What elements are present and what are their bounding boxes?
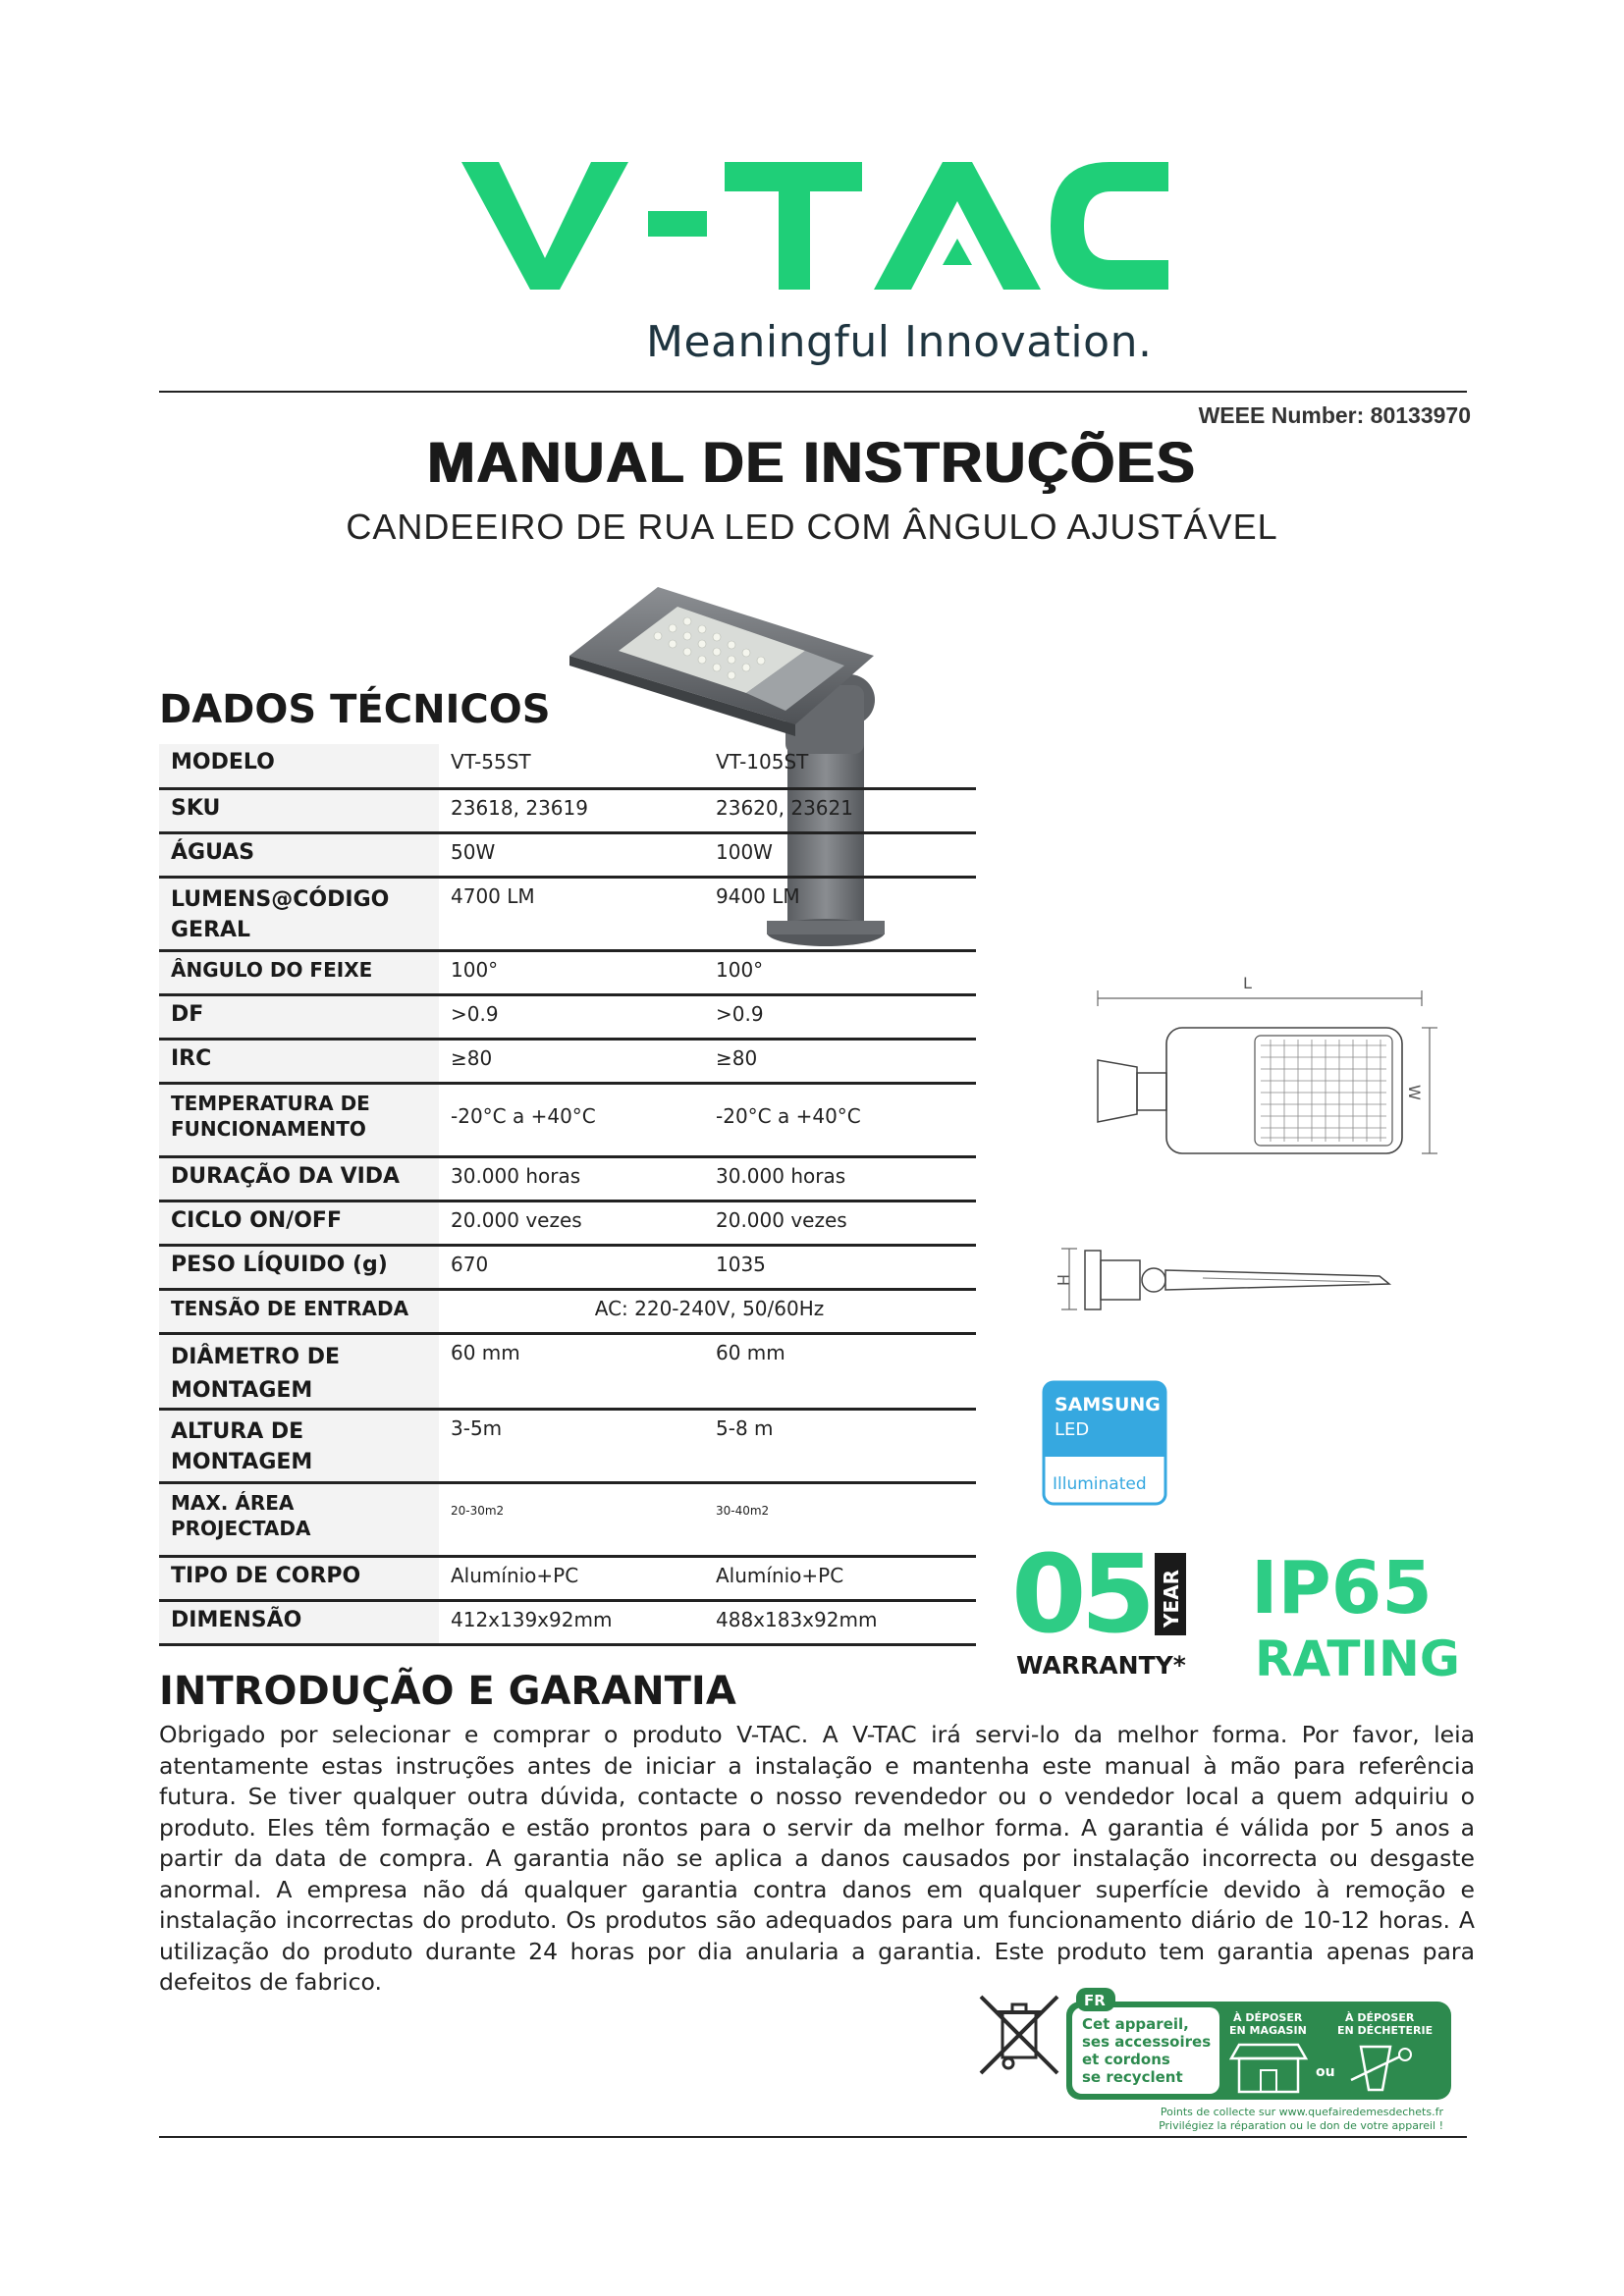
spec-value-model-2: 30-40m2 bbox=[704, 1482, 976, 1556]
warranty-number: 05 bbox=[1011, 1531, 1151, 1657]
spec-label: DIÂMETRO DE MONTAGEM bbox=[159, 1333, 439, 1409]
footer-divider bbox=[159, 2136, 1467, 2138]
spec-value-model-1: -20°C a +40°C bbox=[439, 1083, 704, 1156]
spec-value-model-1: 3-5m bbox=[439, 1409, 704, 1482]
spec-value-model-2: 9400 LM bbox=[704, 877, 976, 950]
spec-value-model-2: 30.000 horas bbox=[704, 1156, 976, 1201]
triman-footer bbox=[1110, 2106, 1443, 2133]
table-row bbox=[159, 1039, 976, 1083]
spec-label: TENSÃO DE ENTRADA bbox=[159, 1289, 439, 1333]
spec-value-model-2: Alumínio+PC bbox=[704, 1556, 976, 1600]
specs-heading: DADOS TÉCNICOS bbox=[159, 687, 551, 732]
triman-text-4: se recyclent bbox=[1082, 2068, 1183, 2086]
spec-value-model-1: 20.000 vezes bbox=[439, 1201, 704, 1245]
spec-value-model-2: 1035 bbox=[704, 1245, 976, 1289]
spec-value-model-2: -20°C a +40°C bbox=[704, 1083, 976, 1156]
table-row bbox=[159, 1556, 976, 1600]
spec-label: TEMPERATURA DE FUNCIONAMENTO bbox=[159, 1083, 439, 1156]
spec-value-model-1: 4700 LM bbox=[439, 877, 704, 950]
spec-value-model-1: 20-30m2 bbox=[439, 1482, 704, 1556]
spec-value-model-1: >0.9 bbox=[439, 994, 704, 1039]
brand-tagline: Meaningful Innovation. bbox=[646, 317, 1153, 367]
specs-table bbox=[159, 744, 976, 1646]
warranty-text: WARRANTY* bbox=[1016, 1651, 1186, 1680]
spec-value-model-2: >0.9 bbox=[704, 994, 976, 1039]
triman-text-2: ses accessoires bbox=[1082, 2033, 1212, 2051]
table-row bbox=[159, 1156, 976, 1201]
spec-label: PESO LÍQUIDO (g) bbox=[159, 1245, 439, 1289]
table-row bbox=[159, 1289, 976, 1333]
crossed-bin-icon bbox=[975, 1991, 1063, 2079]
header-divider bbox=[159, 391, 1467, 393]
table-row bbox=[159, 1409, 976, 1482]
table-row bbox=[159, 1083, 976, 1156]
spec-value-model-1: 670 bbox=[439, 1245, 704, 1289]
table-row bbox=[159, 1245, 976, 1289]
samsung-label: SAMSUNG bbox=[1055, 1394, 1161, 1415]
spec-value-model-2: 23620, 23621 bbox=[704, 788, 976, 832]
store-label-1: À DÉPOSER bbox=[1233, 2011, 1303, 2024]
page-title: MANUAL DE INSTRUÇÕES bbox=[427, 431, 1197, 495]
triman-footer-2: Privilégiez la réparation ou le don de votre appareil ! bbox=[1159, 2119, 1443, 2132]
brand-logo bbox=[461, 152, 1168, 367]
spec-label: TIPO DE CORPO bbox=[159, 1556, 439, 1600]
spec-label: DF bbox=[159, 994, 439, 1039]
logo-letter-t-stem bbox=[779, 191, 810, 290]
spec-label: SKU bbox=[159, 788, 439, 832]
spec-label: MODELO bbox=[159, 744, 439, 788]
logo-letter-t-bar bbox=[725, 162, 862, 191]
spec-value-model-1: VT-55ST bbox=[439, 744, 704, 788]
samsung-led-badge bbox=[1041, 1379, 1168, 1507]
table-row bbox=[159, 744, 976, 788]
table-row bbox=[159, 1482, 976, 1556]
length-label: L bbox=[1243, 974, 1252, 992]
warranty-year: YEAR bbox=[1160, 1569, 1183, 1628]
logo-letter-v bbox=[461, 162, 628, 290]
led-label: LED bbox=[1055, 1419, 1090, 1440]
triman-country: FR bbox=[1084, 1992, 1106, 2009]
logo-letter-c bbox=[1051, 162, 1168, 290]
spec-value-model-2: ≥80 bbox=[704, 1039, 976, 1083]
table-row bbox=[159, 1600, 976, 1644]
spec-value-model-2: 20.000 vezes bbox=[704, 1201, 976, 1245]
or-label: ou bbox=[1316, 2064, 1335, 2080]
spec-value-model-1: 30.000 horas bbox=[439, 1156, 704, 1201]
spec-value-model-2: VT-105ST bbox=[704, 744, 976, 788]
ip65-badge bbox=[1249, 1546, 1460, 1688]
drop-label-2: EN DÉCHETERIE bbox=[1337, 2024, 1434, 2037]
spec-value-model-2: 100W bbox=[704, 832, 976, 877]
table-row bbox=[159, 877, 976, 950]
ip-rating: RATING bbox=[1255, 1630, 1460, 1687]
spec-value-model-1: 23618, 23619 bbox=[439, 788, 704, 832]
drop-label-1: À DÉPOSER bbox=[1345, 2011, 1415, 2024]
spec-label: LUMENS@CÓDIGO GERAL bbox=[159, 877, 439, 950]
intro-heading: INTRODUÇÃO E GARANTIA bbox=[159, 1669, 736, 1714]
logo-dash bbox=[648, 211, 707, 237]
page-subtitle: CANDEEIRO DE RUA LED COM ÂNGULO AJUSTÁVEL bbox=[346, 507, 1278, 547]
logo-letter-a bbox=[874, 162, 1041, 290]
spec-label: ÁGUAS bbox=[159, 832, 439, 877]
store-label-2: EN MAGASIN bbox=[1229, 2024, 1307, 2037]
spec-value-model-1: 60 mm bbox=[439, 1333, 704, 1409]
table-row bbox=[159, 832, 976, 877]
height-label: H bbox=[1054, 1274, 1072, 1287]
spec-value-model-1: 50W bbox=[439, 832, 704, 877]
triman-text-1: Cet appareil, bbox=[1082, 2015, 1189, 2033]
spec-value-model-1: ≥80 bbox=[439, 1039, 704, 1083]
table-row bbox=[159, 994, 976, 1039]
weee-number: WEEE Number: 80133970 bbox=[1198, 402, 1471, 428]
spec-value-model-2: 488x183x92mm bbox=[704, 1600, 976, 1644]
spec-value-model-1: 412x139x92mm bbox=[439, 1600, 704, 1644]
ip-code: IP65 bbox=[1251, 1546, 1433, 1630]
spec-value-model-2: 5-8 m bbox=[704, 1409, 976, 1482]
logo-letter-a-inner bbox=[943, 239, 972, 265]
table-row bbox=[159, 1333, 976, 1409]
spec-value-span: AC: 220-240V, 50/60Hz bbox=[439, 1289, 976, 1333]
warranty-badge bbox=[1011, 1531, 1208, 1688]
spec-label: IRC bbox=[159, 1039, 439, 1083]
spec-label: ALTURA DE MONTAGEM bbox=[159, 1409, 439, 1482]
width-label: W bbox=[1405, 1085, 1424, 1100]
spec-label: CICLO ON/OFF bbox=[159, 1201, 439, 1245]
intro-paragraph: Obrigado por selecionar e comprar o produto V-TAC. A V-TAC irá servi-lo da melhor forma. Por favor, leia atentamente estas instruções antes de iniciar a instalação e mantenha este manual à mão para referência futura. Se tiver qualquer outra dúvida, contacte o nosso revendedor ou o vendedor local a quem adquiriu o produto. Eles têm formação e estão prontos para o servir da melhor forma. A garantia é válida por 5 anos a partir da data de compra. A garantia não se aplica a danos causados por instalação incorrecta ou desgaste anormal. A empresa não dá qualquer garantia contra danos em qualquer superfície devido à remoção e instalação incorrectas do produto. Os produtos são adequados para um funcionamento diário de 10-12 horas. A utilização do produto durante 24 horas por dia anularia a garantia. Este produto tem garantia apenas para defeitos de fabrico. bbox=[159, 1721, 1475, 1996]
table-row bbox=[159, 788, 976, 832]
dimension-diagram-side bbox=[1056, 1239, 1399, 1319]
triman-text-3: et cordons bbox=[1082, 2051, 1170, 2068]
vtac-logo-mark bbox=[461, 152, 1168, 299]
table-row bbox=[159, 950, 976, 994]
spec-value-model-2: 60 mm bbox=[704, 1333, 976, 1409]
dimension-diagram-top bbox=[1088, 974, 1441, 1168]
illuminated-label: Illuminated bbox=[1053, 1474, 1147, 1494]
spec-label: DIMENSÃO bbox=[159, 1600, 439, 1644]
spec-value-model-1: Alumínio+PC bbox=[439, 1556, 704, 1600]
spec-label: ÂNGULO DO FEIXE bbox=[159, 950, 439, 994]
triman-recycling-panel bbox=[1066, 1986, 1451, 2102]
spec-value-model-1: 100° bbox=[439, 950, 704, 994]
spec-label: DURAÇÃO DA VIDA bbox=[159, 1156, 439, 1201]
spec-label: MAX. ÁREA PROJECTADA bbox=[159, 1482, 439, 1556]
triman-footer-1: Points de collecte sur www.quefairedemesdechets.fr bbox=[1160, 2106, 1443, 2118]
spec-value-model-2: 100° bbox=[704, 950, 976, 994]
table-row bbox=[159, 1201, 976, 1245]
